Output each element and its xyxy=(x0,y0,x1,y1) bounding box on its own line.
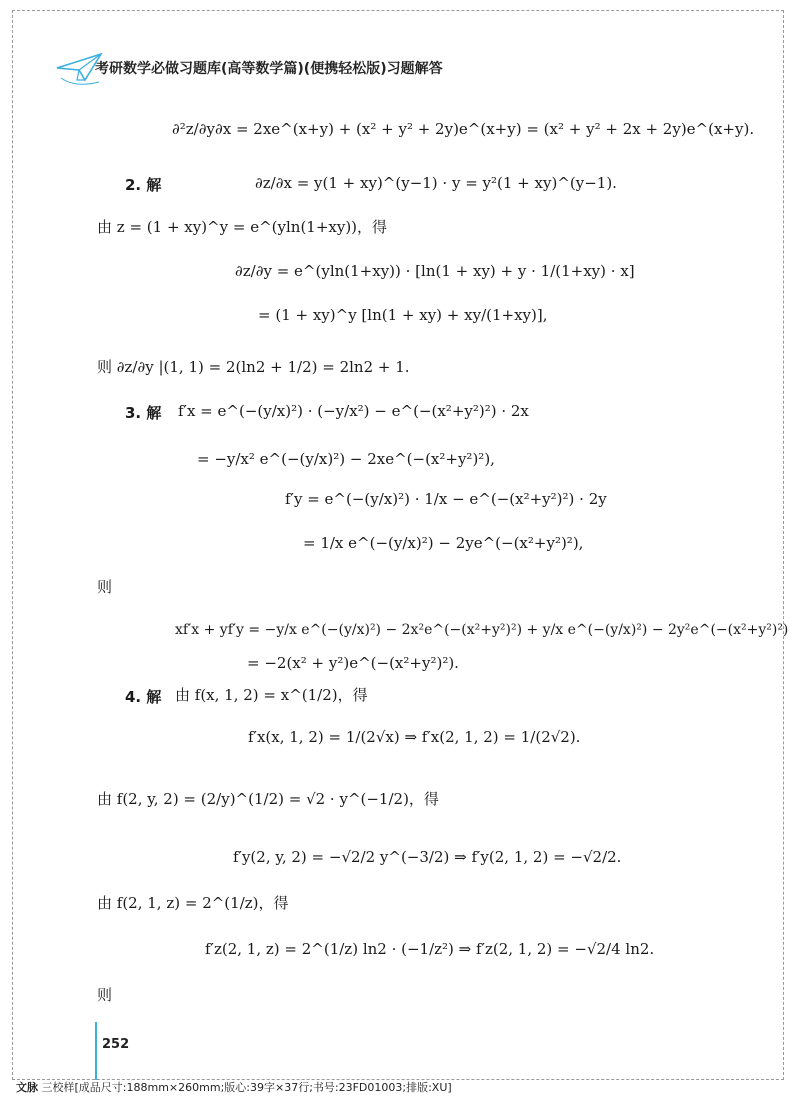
q3-equation-4: = 1/x e^(−(y/x)²) − 2ye^(−(x²+y²)²), xyxy=(303,534,584,552)
q2-equation-1: ∂z/∂x = y(1 + xy)^(y−1) · y = y²(1 + xy)^(y−1). xyxy=(255,174,617,192)
footer xyxy=(16,1079,452,1095)
footer-brand: 文脉 xyxy=(16,1081,38,1094)
q2-text-1: 由 z = (1 + xy)^y = e^(yln(1+xy))，得 xyxy=(97,218,388,236)
page-number: 252 xyxy=(102,1037,130,1052)
q4-equation-2: f′y(2, y, 2) = −√2/2 y^(−3/2) ⇒ f′y(2, 1, 2) = −√2/2. xyxy=(233,848,622,866)
question-3-label: 3. 解 xyxy=(125,404,162,422)
q3-equation-1: f′x = e^(−(y/x)²) · (−y/x²) − e^(−(x²+y²)²) · 2x xyxy=(178,402,529,420)
q2-equation-2a: ∂z/∂y = e^(yln(1+xy)) · [ln(1 + xy) + y · 1/(1+xy) · x] xyxy=(235,262,635,280)
header xyxy=(55,50,755,90)
q3-then: 则 xyxy=(97,578,113,596)
question-4-label: 4. 解 xyxy=(125,688,162,706)
q3-equation-3: f′y = e^(−(y/x)²) · 1/x − e^(−(x²+y²)²) · 2y xyxy=(285,490,607,508)
question-2-label: 2. 解 xyxy=(125,176,162,194)
q4-text-2: 由 f(2, y, 2) = (2/y)^(1/2) = √2 · y^(−1/2)，得 xyxy=(97,790,439,808)
q4-equation-1: f′x(x, 1, 2) = 1/(2√x) ⇒ f′x(2, 1, 2) = 1/(2√2). xyxy=(248,728,581,746)
header-title: 考研数学必做习题库(高等数学篇)(便携轻松版)习题解答 xyxy=(95,61,443,77)
q4-then: 则 xyxy=(97,986,113,1004)
q3-equation-2: = −y/x² e^(−(y/x)²) − 2xe^(−(x²+y²)²), xyxy=(197,450,495,468)
equation-line-1: ∂²z/∂y∂x = 2xe^(x+y) + (x² + y² + 2y)e^(x+y) = (x² + y² + 2x + 2y)e^(x+y). xyxy=(172,120,755,138)
margin-accent-line xyxy=(95,1022,97,1080)
footer-text: 三校样[成品尺寸:188mm×260mm;版心:39字×37行;书号:23FD01003;排版:XU] xyxy=(41,1081,452,1094)
q4-text-3: 由 f(2, 1, z) = 2^(1/z)，得 xyxy=(97,894,289,912)
q4-equation-3: f′z(2, 1, z) = 2^(1/z) ln2 · (−1/z²) ⇒ f′z(2, 1, 2) = −√2/4 ln2. xyxy=(205,940,655,958)
q3-equation-5: xf′x + yf′y = −y/x e^(−(y/x)²) − 2x²e^(−(x²+y²)²) + y/x e^(−(y/x)²) − 2y²e^(−(x²+y²)²) xyxy=(175,622,789,638)
q3-equation-6: = −2(x² + y²)e^(−(x²+y²)²). xyxy=(247,654,459,672)
q4-text-1: 由 f(x, 1, 2) = x^(1/2)，得 xyxy=(175,686,368,704)
q2-equation-3: 则 ∂z/∂y |(1, 1) = 2(ln2 + 1/2) = 2ln2 + 1. xyxy=(97,358,410,376)
q2-equation-2b: = (1 + xy)^y [ln(1 + xy) + xy/(1+xy)], xyxy=(258,306,548,324)
